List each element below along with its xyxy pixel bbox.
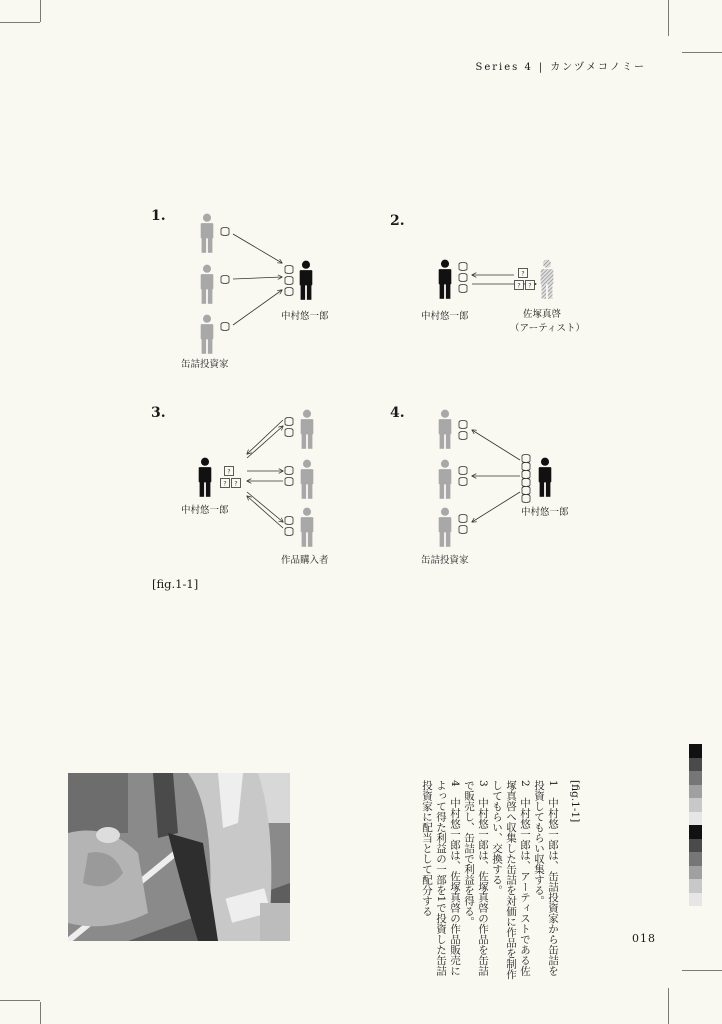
can-icon [522,471,530,479]
can-icon [221,276,229,284]
figure-number-3: 3. [151,405,166,421]
note-item [490,780,532,980]
crop-mark [682,52,722,53]
can-icon [285,528,293,536]
crop-mark [668,988,669,1024]
figure-number-4: 4. [390,405,405,421]
can-icon [221,228,229,236]
artist-label: 佐塚真啓 [523,309,562,320]
artwork-box-icon [225,467,234,476]
notes-heading: [fig.1-1] [569,780,581,823]
can-icon [522,479,530,487]
buyers-label: 作品購入者 [281,555,329,566]
can-icon [522,495,530,503]
can-icon [522,463,530,471]
can-icon [459,432,467,440]
crop-mark [40,0,41,22]
person-icon [201,315,214,354]
can-icon [522,455,530,463]
diagram-1 [190,205,370,355]
collector-label: 中村悠一郎 [181,505,229,516]
note-text: 中村悠一郎は、アーティストである佐塚真啓へ収集した缶詰を対価に作品を制作してもらい、交換する。 [491,780,531,980]
person-icon [201,265,214,304]
series-label: Series 4 [475,62,533,73]
print-swatches [689,744,702,906]
artwork-box-icon [221,479,230,488]
artwork-box-icon [519,269,528,278]
artwork-box-icon [526,281,535,290]
crop-mark [0,22,40,23]
note-item [420,780,462,980]
crop-mark [0,1000,40,1001]
figure-number-2: 2. [390,213,405,229]
can-icon [459,274,467,282]
diagram-3 [190,400,330,550]
can-icon [459,285,467,293]
can-icon [285,517,293,525]
header-separator: | [538,62,545,73]
person-icon [300,261,313,300]
crop-mark [40,1002,41,1024]
person-icon [541,260,554,299]
artwork-box-icon [232,479,241,488]
person-icon [301,508,314,547]
collector-label: 中村悠一郎 [281,311,329,322]
person-icon [301,460,314,499]
note-number: 1 [547,780,559,787]
note-text: 中村悠一郎は、佐塚真啓の作品を缶詰で販売し、缶詰で利益を得る。 [463,780,489,976]
page-number: 018 [632,932,656,945]
note-item [532,780,560,980]
person-icon [201,214,214,253]
collector-label: 中村悠一郎 [521,507,569,518]
person-icon [439,410,452,449]
can-icon [285,277,293,285]
can-icon [459,263,467,271]
note-text: 中村悠一郎は、缶詰投資家から缶詰を投資してもらい収集する。 [533,780,559,976]
running-header [475,58,646,73]
can-icon [459,515,467,523]
can-icon [459,467,467,475]
figure-number-1: 1. [151,208,166,224]
person-icon [301,410,314,449]
can-icon [285,288,293,296]
note-number: 3 [477,780,489,787]
crop-mark [682,970,722,971]
person-icon [199,458,212,497]
figure-notes [420,780,582,980]
note-text: 中村悠一郎は、佐塚真啓の作品販売によって得た利益の一部を1で投資した缶詰投資家に配当として配分する [421,780,461,976]
artist-role-label: （アーティスト） [510,323,585,334]
street-photo [68,773,290,941]
artwork-box-icon [515,281,524,290]
can-icon [221,323,229,331]
person-icon [439,260,452,299]
person-icon [439,508,452,547]
person-icon [539,458,552,497]
note-number: 2 [519,780,531,787]
can-icon [459,421,467,429]
figure-caption: [fig.1-1] [152,577,199,591]
investors-label: 缶詰投資家 [421,555,469,566]
can-icon [285,266,293,274]
can-icon [285,429,293,437]
diagram-4 [430,400,570,550]
note-item [462,780,490,980]
series-title: カンヅメコノミー [550,62,646,73]
person-icon [439,460,452,499]
diagram-2 [430,250,570,310]
note-number: 4 [449,780,461,787]
collector-label: 中村悠一郎 [421,311,469,322]
can-icon [459,478,467,486]
can-icon [522,487,530,495]
can-icon [285,478,293,486]
crop-mark [668,0,669,36]
investors-label: 缶詰投資家 [181,359,229,370]
can-icon [285,418,293,426]
can-icon [285,467,293,475]
can-icon [459,526,467,534]
